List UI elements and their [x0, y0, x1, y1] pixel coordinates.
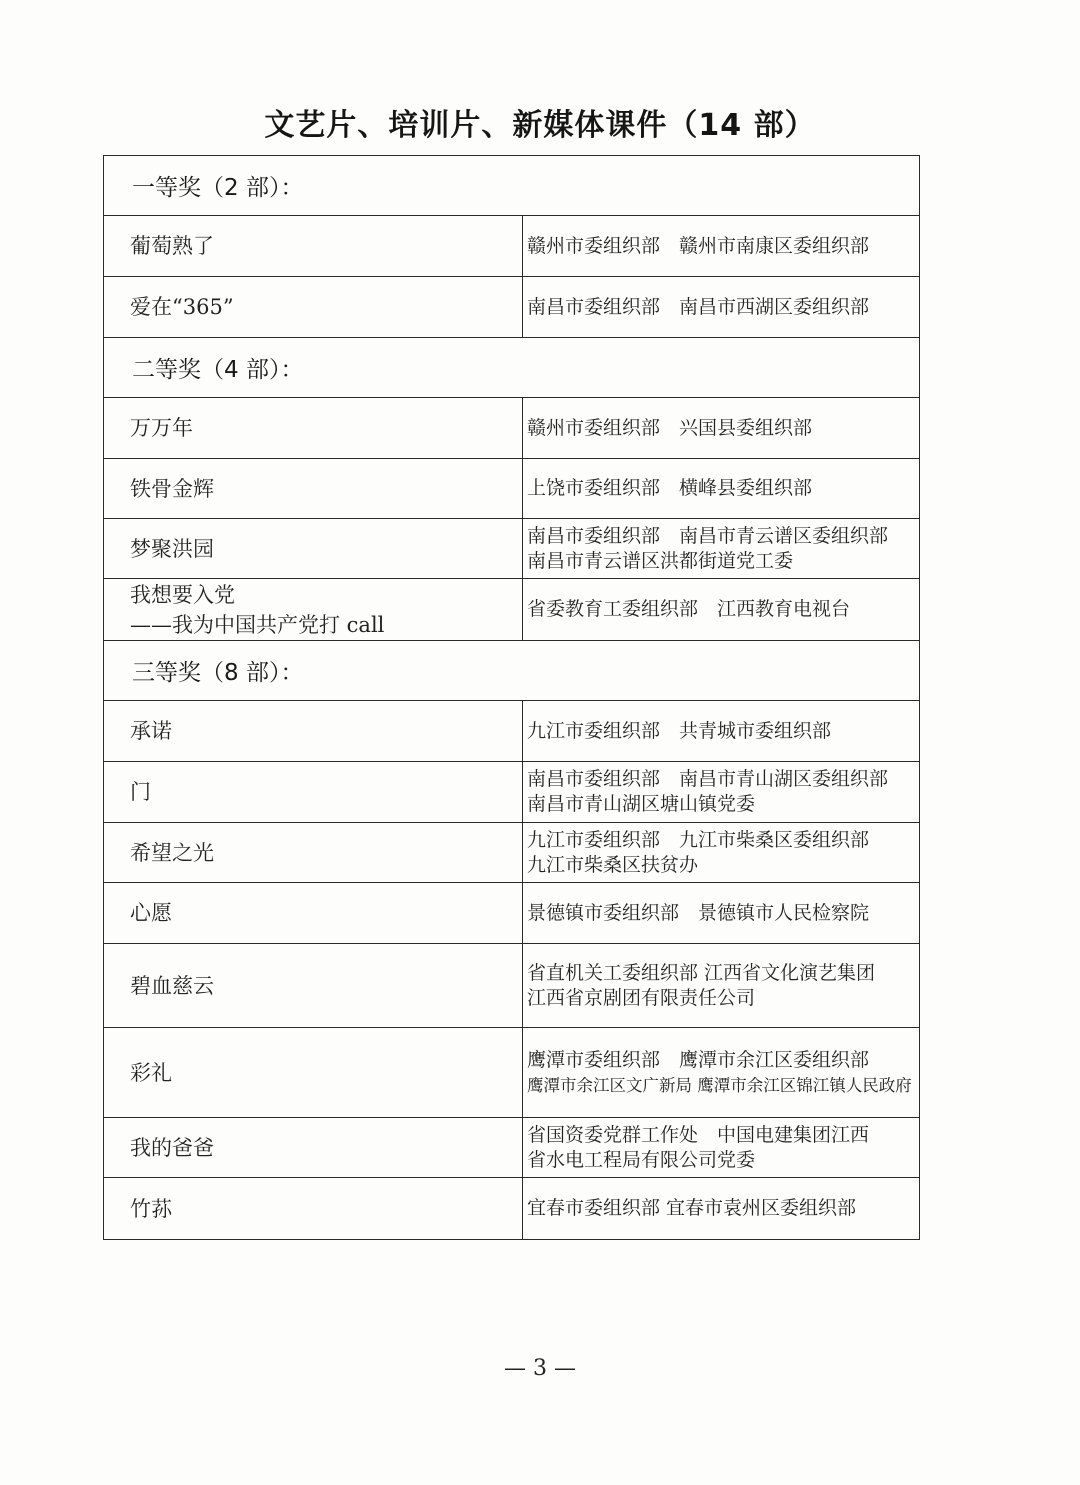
work-title: 竹荪: [104, 1178, 523, 1240]
table-row: [104, 277, 920, 338]
work-title: 门: [104, 762, 523, 823]
work-title: 我想要入党 ——我为中国共产党打 call: [104, 579, 523, 641]
work-title: 铁骨金辉: [104, 459, 523, 519]
table-row: [104, 823, 920, 883]
table-row: [104, 1028, 920, 1118]
table-row: [104, 579, 920, 641]
work-organizations: 省直机关工委组织部 江西省文化演艺集团 江西省京剧团有限责任公司: [523, 944, 920, 1028]
work-organizations: 上饶市委组织部 横峰县委组织部: [523, 459, 920, 519]
category-row: [104, 338, 920, 398]
table-row: [104, 1178, 920, 1240]
work-title: 彩礼: [104, 1028, 523, 1118]
work-organizations: 九江市委组织部 九江市柴桑区委组织部 九江市柴桑区扶贫办: [523, 823, 920, 883]
table-row: [104, 398, 920, 459]
category-row: [104, 641, 920, 701]
page-title: 文艺片、培训片、新媒体课件（14 部）: [264, 108, 816, 143]
work-title: 承诺: [104, 701, 523, 762]
category-heading-third-prize: 三等奖（8 部）：: [104, 641, 920, 701]
category-heading-first-prize: 一等奖（2 部）：: [104, 156, 920, 216]
work-organizations: 九江市委组织部 共青城市委组织部: [523, 701, 920, 762]
table-row: [104, 459, 920, 519]
category-heading-second-prize: 二等奖（4 部）：: [104, 338, 920, 398]
table-row: [104, 883, 920, 944]
work-title: 葡萄熟了: [104, 216, 523, 277]
work-title: 万万年: [104, 398, 523, 459]
work-organizations: 南昌市委组织部 南昌市西湖区委组织部: [523, 277, 920, 338]
table-row: [104, 701, 920, 762]
table-row: [104, 944, 920, 1028]
category-row: [104, 156, 920, 216]
work-organizations: 省委教育工委组织部 江西教育电视台: [523, 579, 920, 641]
work-organizations: 南昌市委组织部 南昌市青云谱区委组织部 南昌市青云谱区洪都街道党工委: [523, 519, 920, 579]
work-title: 我的爸爸: [104, 1118, 523, 1178]
page-number: — 3 —: [504, 1356, 576, 1381]
work-title: 梦聚洪园: [104, 519, 523, 579]
work-organizations: 赣州市委组织部 赣州市南康区委组织部: [523, 216, 920, 277]
table-row: [104, 216, 920, 277]
work-organizations: 省国资委党群工作处 中国电建集团江西 省水电工程局有限公司党委: [523, 1118, 920, 1178]
work-organizations: 鹰潭市委组织部 鹰潭市余江区委组织部 鹰潭市余江区文广新局 鹰潭市余江区锦江镇人民政府: [523, 1028, 920, 1118]
table-row: [104, 762, 920, 823]
work-organizations: 赣州市委组织部 兴国县委组织部: [523, 398, 920, 459]
work-organizations: 南昌市委组织部 南昌市青山湖区委组织部 南昌市青山湖区塘山镇党委: [523, 762, 920, 823]
table-row: [104, 519, 920, 579]
work-organizations: 宜春市委组织部 宜春市袁州区委组织部: [523, 1178, 920, 1240]
table-row: [104, 1118, 920, 1178]
work-title: 爱在“365”: [104, 277, 523, 338]
work-title: 心愿: [104, 883, 523, 944]
work-organizations: 景德镇市委组织部 景德镇市人民检察院: [523, 883, 920, 944]
work-title: 希望之光: [104, 823, 523, 883]
awards-table: [103, 155, 920, 1240]
work-title: 碧血慈云: [104, 944, 523, 1028]
